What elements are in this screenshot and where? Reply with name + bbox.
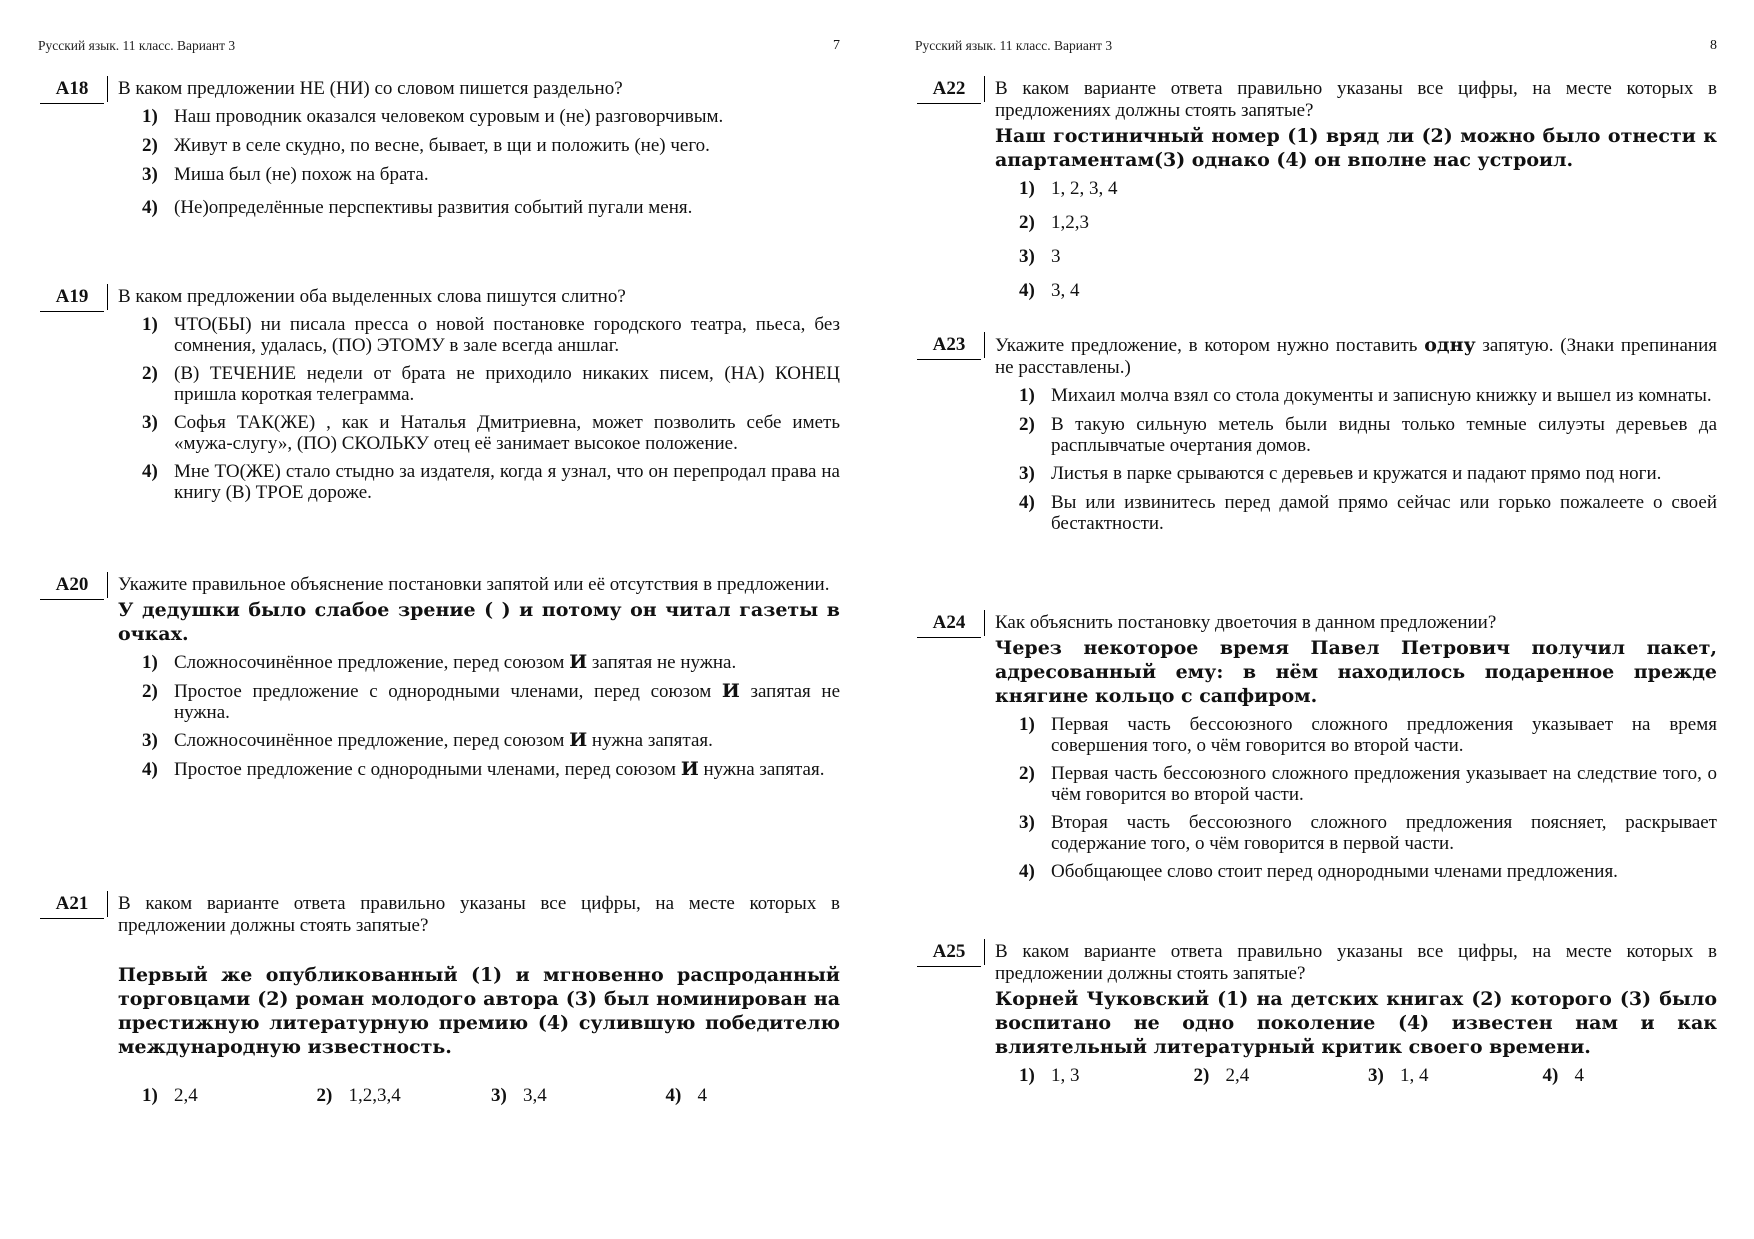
answer-option[interactable]: 2) 2,4	[1193, 1065, 1250, 1086]
task-sentence: Через некоторое время Павел Петрович получил пакет, адресованный ему: в нём находилось подаренное прежде княгине кольцо с сапфиром.	[995, 637, 1717, 707]
question-a19	[40, 286, 840, 510]
answer-option[interactable]: 1) 1, 3	[1019, 1065, 1080, 1086]
answer-option[interactable]: 4) 4	[665, 1085, 707, 1106]
question-text: Укажите правильное объяснение постановки запятой или её отсутствия в предложении.	[118, 574, 830, 595]
question-text: В каком предложении НЕ (НИ) со словом пишется раздельно?	[118, 78, 623, 99]
answer-option[interactable]: 1) Первая часть бессоюзного сложного предложения указывает на время совершения того, о чём говорится во второй части.	[1019, 714, 1717, 756]
question-a20	[40, 574, 840, 788]
question-id: A19	[40, 286, 104, 312]
right-page	[877, 0, 1754, 1239]
answer-option[interactable]: 2) (В) ТЕЧЕНИЕ недели от брата не приходило никаких писем, (НА) КОНЕЦ пришла короткая телеграмма.	[142, 363, 840, 405]
question-id: A25	[917, 941, 981, 967]
question-a22	[917, 78, 1717, 309]
answer-option[interactable]: 3) Миша был (не) похож на брата.	[142, 164, 429, 185]
answer-option[interactable]: 2) Первая часть бессоюзного сложного предложения указывает на следствие того, о чём говорится во второй части.	[1019, 763, 1717, 805]
task-sentence: Первый же опубликованный (1) и мгновенно распроданный торговцами (2) роман молодого автора (3) был номинирован на престижную литературную премию (4) сулившую победителю международную известность.	[118, 964, 840, 1058]
task-sentence: У дедушки было слабое зрение ( ) и потому он читал газеты в очках.	[118, 599, 840, 645]
answer-option[interactable]: 4) Мне ТО(ЖЕ) стало стыдно за издателя, когда я узнал, что он перепродал права на книгу (В) ТРОЕ дороже.	[142, 461, 840, 503]
answer-option[interactable]: 3) Вторая часть бессоюзного сложного предложения поясняет, раскрывает содержание того, о чём говорится в первой части.	[1019, 812, 1717, 854]
question-id: A24	[917, 612, 981, 638]
answer-option[interactable]: 4) Вы или извинитесь перед дамой прямо сейчас или горько пожалеете о своей бестактности.	[1019, 492, 1717, 534]
question-a25	[917, 941, 1717, 1094]
question-id: A18	[40, 78, 104, 104]
answer-option[interactable]: 4) 4	[1542, 1065, 1584, 1086]
answer-option[interactable]: 1) 2,4	[142, 1085, 198, 1106]
question-a18	[40, 78, 840, 226]
question-id: A23	[917, 334, 981, 360]
answer-option[interactable]: 4) 3, 4	[1019, 280, 1080, 301]
question-text: Как объяснить постановку двоеточия в данном предложении?	[995, 612, 1497, 633]
answer-option[interactable]: 1) ЧТО(БЫ) ни писала пресса о новой постановке городского театра, пьеса, без сомнения, удалась, (ПО) ЭТОМУ в зале всегда аншлаг.	[142, 314, 840, 356]
question-a24	[917, 612, 1717, 890]
answer-option[interactable]: 2) 1,2,3,4	[316, 1085, 401, 1106]
question-a23	[917, 334, 1717, 541]
question-id: A20	[40, 574, 104, 600]
answer-option[interactable]: 4) Простое предложение с однородными членами, перед союзом И нужна запятая.	[142, 758, 825, 780]
page-number: 8	[1710, 38, 1717, 53]
question-id: A22	[917, 78, 981, 104]
question-id: A21	[40, 893, 104, 919]
question-text: Укажите предложение, в котором нужно поставить одну запятую. (Знаки препинания не расставлены.)	[995, 334, 1717, 378]
answer-option[interactable]: 4) Обобщающее слово стоит перед однородными членами предложения.	[1019, 861, 1618, 882]
question-a21	[40, 893, 840, 1114]
question-text: В каком варианте ответа правильно указаны все цифры, на месте которых в предложениях должны стоять запятые?	[995, 78, 1717, 121]
question-text: В каком варианте ответа правильно указаны все цифры, на месте которых в предложении должны стоять запятые?	[995, 941, 1717, 984]
answer-option[interactable]: 2) 1,2,3	[1019, 212, 1089, 233]
answer-option[interactable]: 3) 1, 4	[1368, 1065, 1429, 1086]
answer-option[interactable]: 2) Простое предложение с однородными членами, перед союзом И запятая не нужна.	[142, 680, 841, 723]
answer-option[interactable]: 2) В такую сильную метель были видны только темные силуэты деревьев да расплывчатые очертания домов.	[1019, 414, 1717, 456]
answer-option[interactable]: 3) 3	[1019, 246, 1061, 267]
answer-option[interactable]: 3) Листья в парке срываются с деревьев и кружатся и падают прямо под ноги.	[1019, 463, 1662, 484]
answer-option[interactable]: 1) Наш проводник оказался человеком суровым и (не) разговорчивым.	[142, 106, 724, 127]
answer-option[interactable]: 4) (Не)определённые перспективы развития событий пугали меня.	[142, 197, 693, 218]
answer-option[interactable]: 1) 1, 2, 3, 4	[1019, 178, 1118, 199]
answer-option[interactable]: 3) 3,4	[491, 1085, 547, 1106]
page-header: Русский язык. 11 класс. Вариант 3	[915, 38, 1113, 53]
answer-option[interactable]: 1) Михаил молча взял со стола документы и записную книжку и вышел из комнаты.	[1019, 385, 1712, 406]
page-header: Русский язык. 11 класс. Вариант 3	[38, 38, 236, 53]
question-text: В каком предложении оба выделенных слова пишутся слитно?	[118, 286, 626, 307]
task-sentence: Корней Чуковский (1) на детских книгах (2) которого (3) было воспитано не одно поколение (4) известен нам и как влиятельный литературный критик своего времени.	[995, 988, 1717, 1058]
page-number: 7	[833, 38, 840, 53]
answer-option[interactable]: 3) Сложносочинённое предложение, перед союзом И нужна запятая.	[142, 729, 713, 751]
answer-option[interactable]: 3) Софья ТАК(ЖЕ) , как и Наталья Дмитриевна, может позволить себе иметь «мужа-слугу», (ПО) СКОЛЬКУ отец её занимает высокое положение.	[142, 412, 840, 454]
task-sentence: Наш гостиничный номер (1) вряд ли (2) можно было отнести к апартаментам(3) однако (4) он вполне нас устроил.	[995, 125, 1717, 171]
question-text: В каком варианте ответа правильно указаны все цифры, на месте которых в предложении должны стоять запятые?	[118, 893, 840, 936]
answer-option[interactable]: 2) Живут в селе скудно, по весне, бывает, в щи и положить (не) чего.	[142, 135, 710, 156]
answer-option[interactable]: 1) Сложносочинённое предложение, перед союзом И запятая не нужна.	[142, 651, 737, 673]
